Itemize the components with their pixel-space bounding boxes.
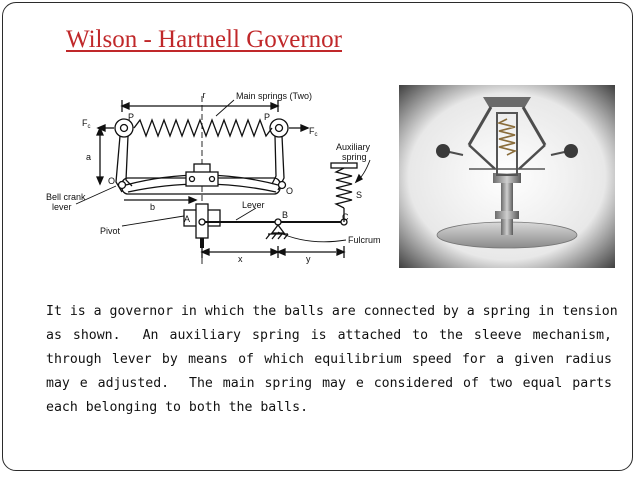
label-bell-crank-2: lever [52, 202, 72, 212]
body-line: may e adjusted. The main spring may e considered of two equal parts [46, 376, 612, 391]
label-fc-right: $F_c$ [309, 126, 318, 138]
body-line: each belonging to both the balls. [46, 400, 309, 415]
slide-title: Wilson - Hartnell Governor [66, 26, 343, 53]
right-ball [270, 119, 288, 137]
label-bell-crank-1: Bell crank [46, 192, 86, 202]
body-paragraph [46, 300, 618, 420]
label-s: S [356, 190, 363, 200]
label-a-point: A [184, 214, 191, 224]
label-p-left: P [128, 112, 135, 122]
label-o-right: O [286, 186, 294, 196]
label-fulcrum: Fulcrum [348, 235, 381, 245]
main-spring [134, 120, 272, 136]
governor-photo [399, 85, 615, 268]
label-auxiliary-2: spring [342, 152, 367, 162]
label-main-springs: Main springs (Two) [236, 91, 313, 101]
label-b: b [150, 202, 156, 212]
label-auxiliary-1: Auxiliary [336, 142, 371, 152]
label-a: a [86, 152, 92, 162]
label-pivot: Pivot [100, 226, 121, 236]
label-x: x [238, 254, 243, 264]
governor-diagram [46, 86, 404, 268]
auxiliary-spring [336, 168, 352, 208]
body-line: as shown. An auxiliary spring is attached to the sleeve mechanism, [46, 328, 612, 343]
label-r: r [202, 90, 206, 100]
label-o-left: O [108, 176, 116, 186]
label-b-point: B [282, 210, 289, 220]
label-p-right: P [264, 112, 271, 122]
body-line: It is a governor in which the balls are connected by a spring in tension [46, 304, 618, 319]
label-y: y [306, 254, 311, 264]
label-lever: Lever [242, 200, 265, 210]
label-c: C [342, 212, 349, 222]
label-fc-left: $F_c$ [82, 118, 91, 130]
body-line: through lever by means of which equilibrium speed for a given radius [46, 352, 612, 367]
